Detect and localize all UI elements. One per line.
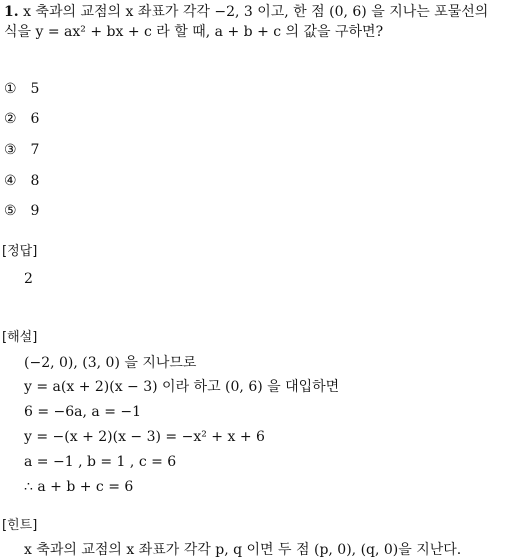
problem-line-2: 식을 y = ax² + bx + c 라 할 때, a + b + c 의 값을 구하면? xyxy=(4,24,384,40)
hint-label: [힌트] xyxy=(2,518,38,533)
choice-3[interactable] xyxy=(4,141,39,159)
choice-5-mark: ⑤ xyxy=(4,203,17,219)
problem-number: 1. xyxy=(4,4,19,20)
solution-line-1: (−2, 0), (3, 0) 을 지나므로 xyxy=(24,355,197,371)
choice-3-value: 7 xyxy=(30,142,40,158)
solution-line-5: a = −1 , b = 1 , c = 6 xyxy=(24,454,177,470)
problem-text-1: x 축과의 교점의 x 좌표가 각각 −2, 3 이고, 한 점 (0, 6) 을 지나는 포물선의 xyxy=(23,4,489,20)
choice-2[interactable] xyxy=(4,110,39,128)
solution-line-4: y = −(x + 2)(x − 3) = −x² + x + 6 xyxy=(24,429,265,445)
choice-5[interactable] xyxy=(4,202,39,220)
hint-text: x 축과의 교점의 x 좌표가 각각 p, q 이면 두 점 (p, 0), (q, 0)을 지난다. xyxy=(24,542,462,558)
choice-5-value: 9 xyxy=(30,203,40,219)
solution-line-3: 6 = −6a, a = −1 xyxy=(24,404,142,420)
choice-3-mark: ③ xyxy=(4,142,17,158)
choice-4-mark: ④ xyxy=(4,173,17,189)
choice-4-value: 8 xyxy=(30,173,40,189)
solution-line-6: ∴ a + b + c = 6 xyxy=(24,479,134,495)
choice-2-value: 6 xyxy=(30,111,40,127)
answer-label: [정답] xyxy=(2,244,38,259)
choice-1[interactable] xyxy=(4,80,39,98)
choice-2-mark: ② xyxy=(4,111,17,127)
solution-line-2: y = a(x + 2)(x − 3) 이라 하고 (0, 6) 을 대입하면 xyxy=(24,379,340,395)
choice-1-value: 5 xyxy=(30,81,40,97)
answer-value: 2 xyxy=(24,271,33,287)
problem-line-1 xyxy=(4,3,488,21)
solution-label: [해설] xyxy=(2,330,38,345)
choice-4[interactable] xyxy=(4,172,39,190)
choice-1-mark: ① xyxy=(4,81,17,97)
